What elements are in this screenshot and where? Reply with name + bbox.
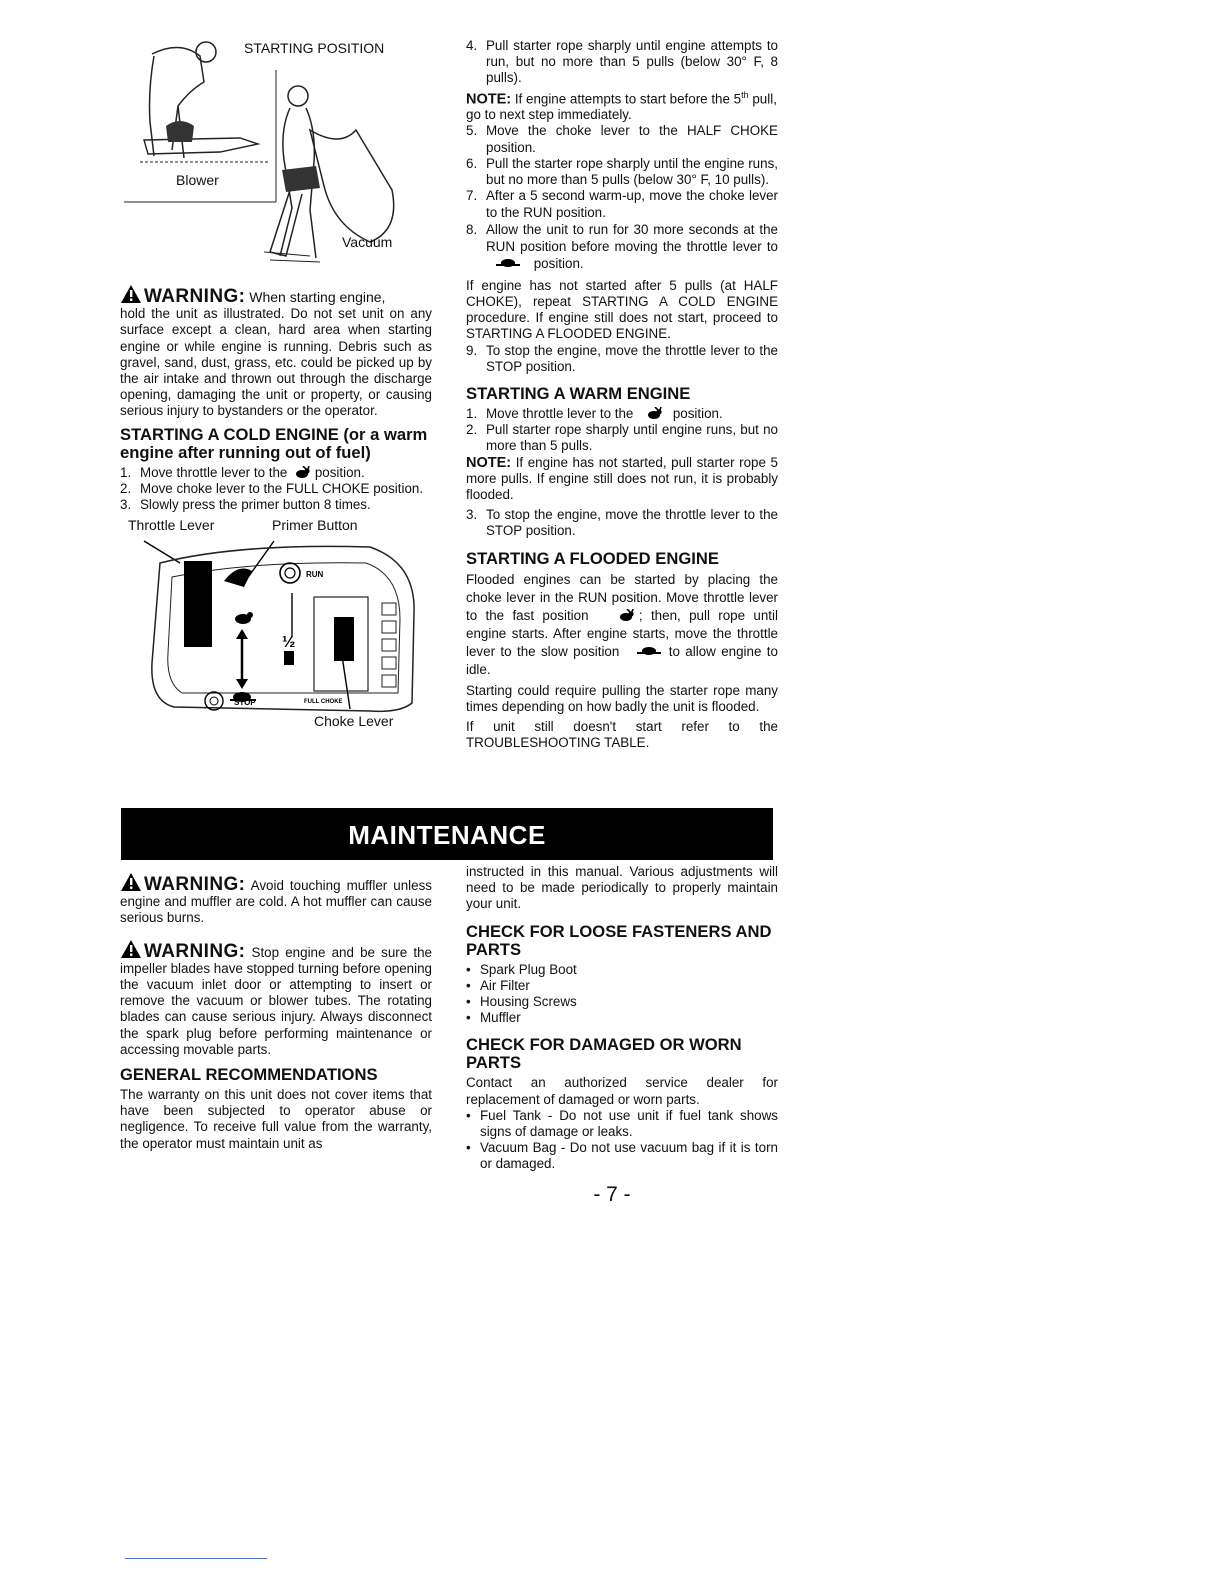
heading-flooded-engine: STARTING A FLOODED ENGINE — [466, 548, 719, 568]
stop-label: STOP — [234, 698, 256, 708]
list-item: 7. After a 5 second warm-up, move the choke lever to the RUN position. — [466, 188, 778, 220]
list-item: • Spark Plug Boot — [466, 961, 577, 977]
footer-rule — [125, 1558, 267, 1559]
warning-triangle-icon — [120, 939, 142, 959]
note-warm: NOTE: If engine has not started, pull starter rope 5 more pulls. If engine still does not run, it is probably flooded. — [466, 454, 778, 502]
list-item: • Vacuum Bag - Do not use vacuum bag if it is torn or damaged. — [466, 1140, 778, 1172]
warning-muffler: WARNING: Avoid touching muffler unless engine and muffler are cold. A hot muffler can cause serious burns. — [120, 874, 432, 926]
warning-starting — [120, 284, 432, 420]
list-item: 3. To stop the engine, move the throttle lever to the STOP position. — [466, 507, 778, 539]
warm-engine-steps — [466, 406, 778, 455]
general-recommendations-continued: instructed in this manual. Various adjustments will need to be made periodically to properly maintain your unit. — [466, 864, 778, 912]
heading-warm-engine: STARTING A WARM ENGINE — [466, 383, 691, 403]
controls-figure — [120, 517, 432, 749]
label-choke-lever: Choke Lever — [314, 713, 394, 730]
note-early-start: NOTE: If engine attempts to start before the 5th pull, go to next step immediately. — [466, 89, 777, 123]
flooded-paragraph-3: If unit still doesn't start refer to the TROUBLESHOOTING TABLE. — [466, 718, 778, 751]
loose-fasteners-list — [466, 962, 778, 1027]
warning-body: hold the unit as illustrated. Do not set unit on any surface except a clean, hard area when starting engine or while engine is running. Debris such as gravel, sand, dust, grass, etc. could be picked up by the air intake and thrown out through the discharge opening, damaging the unit or property, or causing serious injury to bystanders or the operator. — [120, 306, 432, 419]
rabbit-fast-icon — [643, 407, 663, 421]
damaged-parts-text: Contact an authorized service dealer for replacement of damaged or worn parts. — [466, 1075, 778, 1107]
warning-label: WARNING: — [144, 286, 246, 307]
stop-step — [466, 343, 778, 375]
warning-lead: When starting engine, — [245, 289, 386, 305]
label-blower: Blower — [176, 172, 219, 188]
turtle-slow-icon — [635, 646, 663, 658]
list-item: 2. Move choke lever to the FULL CHOKE position. — [120, 480, 424, 496]
starting-position-figure — [120, 30, 432, 282]
list-item: 8. Allow the unit to run for 30 more seconds at the RUN position before moving the throttle lever to position. — [466, 221, 778, 271]
paragraph-not-started: If engine has not started after 5 pulls (at HALF CHOKE), repeat STARTING A COLD ENGINE procedure. If engine still does not start, proceed to STARTING A FLOODED ENGINE. — [466, 277, 778, 342]
left-column-bottom — [120, 872, 432, 1152]
rabbit-fast-icon — [291, 466, 311, 480]
list-item: 1. Move throttle lever to the position. — [120, 464, 365, 480]
list-item: • Air Filter — [466, 977, 530, 993]
figure-title: STARTING POSITION — [244, 40, 385, 56]
list-item: 9. To stop the engine, move the throttle lever to the STOP position. — [466, 342, 778, 374]
list-item: 2. Pull starter rope sharply until engine runs, but no more than 5 pulls. — [466, 422, 778, 454]
cold-engine-steps-5-7 — [466, 123, 778, 271]
damaged-parts-list — [466, 1108, 778, 1173]
list-item: 4. Pull starter rope sharply until engine attempts to run, but no more than 5 pulls (below 30° F, 8 pulls). — [466, 38, 778, 86]
warning-impeller: WARNING: Stop engine and be sure the impeller blades have stopped turning before opening the vacuum inlet door or attempting to insert or remove the vacuum or blower tubes. The rotating blades can cause serious injury. Always disconnect the spark plug before performing maintenance or accessing movable parts. — [120, 940, 432, 1057]
heading-general-recommendations: GENERAL RECOMMENDATIONS — [120, 1065, 378, 1085]
warning-triangle-icon — [120, 872, 142, 892]
flooded-paragraph-1: Flooded engines can be started by placing the choke lever in the RUN position. Move throttle lever to the fast position ; then, pull rope until engine starts. After engine starts, move the throttle lever to the slow position to allow engine to idle. — [466, 571, 778, 677]
heading-damaged-parts: CHECK FOR DAMAGED OR WORN PARTS — [466, 1035, 742, 1073]
list-item: 3. Slowly press the primer button 8 times. — [120, 497, 371, 513]
full-choke-label: FULL CHOKE — [304, 699, 343, 706]
rabbit-fast-icon — [615, 609, 635, 623]
list-item: • Muffler — [466, 1010, 521, 1026]
cold-engine-steps-continued — [466, 38, 778, 87]
right-column-bottom — [466, 864, 778, 1173]
rabbit-fast-icon — [235, 612, 253, 624]
maintenance-banner: MAINTENANCE — [121, 808, 773, 860]
list-item: • Housing Screws — [466, 994, 577, 1010]
label-primer-button: Primer Button — [272, 517, 358, 534]
list-item: 1. Move throttle lever to the position. — [466, 405, 723, 421]
page-number: - 7 - — [593, 1183, 631, 1206]
heading-loose-fasteners: CHECK FOR LOOSE FASTENERS AND PARTS — [466, 921, 772, 959]
flooded-paragraph-2: Starting could require pulling the starter rope many times depending on how badly the unit is flooded. — [466, 682, 778, 714]
list-item: • Fuel Tank - Do not use unit if fuel tank shows signs of damage or leaks. — [466, 1107, 778, 1140]
heading-cold-engine: STARTING A COLD ENGINE (or a warm engine after running out of fuel) — [120, 424, 428, 462]
right-column-top — [466, 38, 778, 751]
run-label: RUN — [306, 570, 324, 580]
turtle-slow-icon — [494, 258, 522, 270]
list-item: 5. Move the choke lever to the HALF CHOKE position. — [466, 123, 778, 155]
label-vacuum: Vacuum — [342, 234, 393, 250]
general-recommendations-text: The warranty on this unit does not cover items that have been subjected to operator abuse or negligence. To receive full value from the warranty, the operator must maintain unit as — [120, 1087, 432, 1151]
label-throttle-lever: Throttle Lever — [128, 517, 215, 534]
list-item: 6. Pull the starter rope sharply until the engine runs, but no more than 5 pulls (below 30° F, 10 pulls). — [466, 155, 778, 188]
cold-engine-steps — [120, 465, 432, 514]
warm-stop-step — [466, 507, 778, 539]
left-column-top — [120, 30, 432, 749]
half-label: ½ — [282, 634, 296, 652]
warning-triangle-icon — [120, 284, 142, 304]
